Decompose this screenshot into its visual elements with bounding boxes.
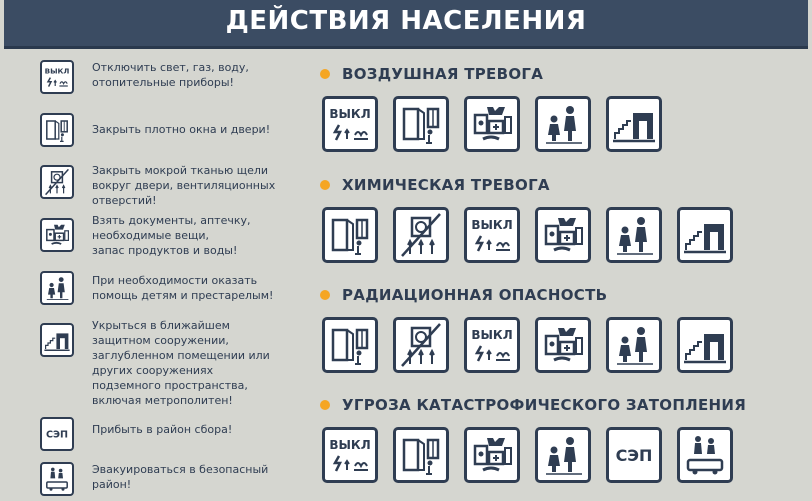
supplies-icon xyxy=(535,317,591,373)
bullet-dot xyxy=(320,180,330,190)
help-people-icon xyxy=(606,207,662,263)
page-header xyxy=(4,0,808,49)
seal-gaps-icon xyxy=(393,317,449,373)
legend-text: Укрыться в ближайшем защитном сооружении, заглубленном помещении или других сооружениях подземного пространства, включая метрополитен! xyxy=(92,319,270,407)
legend-item xyxy=(40,165,312,208)
svg-text:ВЫКЛ: ВЫКЛ xyxy=(329,438,371,452)
supplies-icon xyxy=(40,218,74,252)
help-people-icon xyxy=(535,427,591,483)
section-radiation-danger xyxy=(320,285,608,342)
section-air-alert xyxy=(320,64,544,121)
sep-icon xyxy=(606,427,662,483)
section-title: ВОЗДУШНАЯ ТРЕВОГА xyxy=(342,65,544,83)
legend-item xyxy=(40,319,312,408)
supplies-icon xyxy=(464,427,520,483)
help-people-icon xyxy=(535,96,591,152)
seal-gaps-icon xyxy=(393,207,449,263)
shelter-icon xyxy=(677,207,733,263)
legend-item xyxy=(40,60,312,94)
svg-text:СЭП: СЭП xyxy=(615,446,653,465)
door-window-icon xyxy=(393,427,449,483)
section-title: РАДИАЦИОННАЯ ОПАСНОСТЬ xyxy=(342,286,608,304)
section-flood-threat xyxy=(320,395,747,465)
legend-text: Отключить свет, газ, воду, отопительные приборы! xyxy=(92,61,249,89)
legend-item xyxy=(40,271,312,305)
shelter-icon xyxy=(677,317,733,373)
power-off-icon xyxy=(322,427,378,483)
power-off-icon xyxy=(464,317,520,373)
supplies-icon xyxy=(464,96,520,152)
supplies-icon xyxy=(535,207,591,263)
svg-text:ВЫКЛ: ВЫКЛ xyxy=(471,328,513,342)
power-off-icon xyxy=(40,60,74,94)
legend-text: При необходимости оказать помощь детям и престарелым! xyxy=(92,274,274,302)
legend-text: Взять документы, аптечку, необходимые вещи, запас продуктов и воды! xyxy=(92,214,251,257)
legend-item xyxy=(40,417,312,451)
evacuate-icon xyxy=(40,462,74,496)
icon-row xyxy=(322,317,748,373)
help-people-icon xyxy=(40,271,74,305)
icon-row xyxy=(322,207,748,263)
section-title: ХИМИЧЕСКАЯ ТРЕВОГА xyxy=(342,176,550,194)
icon-row xyxy=(322,96,677,152)
power-off-icon xyxy=(322,96,378,152)
legend-text: Прибыть в район сбора! xyxy=(92,423,233,436)
icon-row xyxy=(322,427,748,483)
svg-text:ВЫКЛ: ВЫКЛ xyxy=(471,218,513,232)
shelter-icon xyxy=(606,96,662,152)
door-window-icon xyxy=(322,207,378,263)
legend-text: Закрыть мокрой тканью щели вокруг двери, вентиляционных отверстий! xyxy=(92,164,276,207)
legend-item xyxy=(40,113,312,147)
legend-item xyxy=(40,214,312,258)
svg-text:СЭП: СЭП xyxy=(45,429,69,441)
bullet-dot xyxy=(320,400,330,410)
legend-text: Закрыть плотно окна и двери! xyxy=(92,123,271,136)
section-chemical-alert xyxy=(320,175,550,232)
power-off-icon xyxy=(464,207,520,263)
shelter-icon xyxy=(40,323,74,357)
door-window-icon xyxy=(322,317,378,373)
help-people-icon xyxy=(606,317,662,373)
legend-text: Эвакуироваться в безопасный район! xyxy=(92,463,269,491)
bullet-dot xyxy=(320,69,330,79)
svg-text:ВЫКЛ: ВЫКЛ xyxy=(44,66,70,76)
sep-icon xyxy=(40,417,74,451)
door-window-icon xyxy=(40,113,74,147)
legend-item xyxy=(40,462,312,496)
svg-text:ВЫКЛ: ВЫКЛ xyxy=(329,107,371,121)
page-title: ДЕЙСТВИЯ НАСЕЛЕНИЯ xyxy=(225,6,587,36)
evacuate-icon xyxy=(677,427,733,483)
bullet-dot xyxy=(320,290,330,300)
section-title: УГРОЗА КАТАСТРОФИЧЕСКОГО ЗАТОПЛЕНИЯ xyxy=(342,396,747,414)
seal-gaps-icon xyxy=(40,165,74,199)
door-window-icon xyxy=(393,96,449,152)
